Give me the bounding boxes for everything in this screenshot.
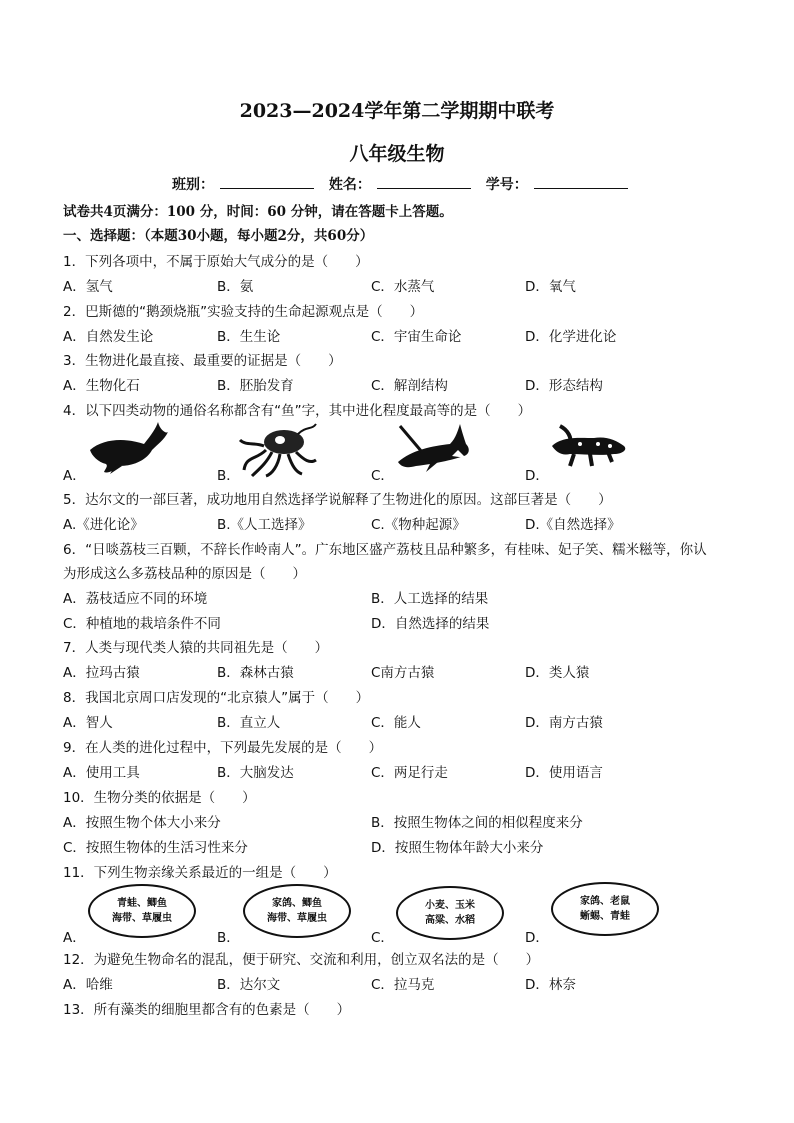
option-d: D．氧气 — [525, 279, 576, 295]
option-a: A．哈维 — [63, 977, 113, 993]
option-d: D．自然选择的结果 — [371, 616, 490, 632]
question-12: 12．为避免生物命名的混乱，便于研究、交流和利用，创立双名法的是（ ） — [63, 952, 540, 968]
group-oval-c: 小麦、玉米 高粱、水稻 — [396, 886, 504, 940]
option-b: B． — [217, 468, 240, 484]
question-6: 6．“日啖荔枝三百颗，不辞长作岭南人”。广东地区盛产荔枝且品种繁多，有桂味、妃子笑、糯米糍等，你认 — [63, 542, 707, 558]
option-d: D．按照生物体年龄大小来分 — [371, 840, 544, 856]
name-label: 姓名： — [328, 177, 371, 193]
option-c: C．按照生物体的生活习性来分 — [63, 840, 248, 856]
cuttlefish-image — [236, 420, 320, 478]
option-b: B．按照生物体之间的相似程度来分 — [371, 815, 583, 831]
id-blank[interactable] — [534, 174, 628, 189]
option-a: A．生物化石 — [63, 378, 140, 394]
option-a: A．使用工具 — [63, 765, 140, 781]
option-c: C南方古猿 — [371, 665, 435, 681]
option-b: B．生生论 — [217, 329, 281, 345]
option-b: B．氨 — [217, 279, 254, 295]
student-info — [172, 174, 638, 194]
question-1: 1．下列各项中，不属于原始大气成分的是（ ） — [63, 254, 369, 270]
option-b: B．森林古猿 — [217, 665, 294, 681]
option-c: C.《物种起源》 — [371, 517, 466, 533]
option-a: A． — [63, 930, 86, 946]
crocodile-image — [550, 420, 630, 470]
question-5: 5．达尔文的一部巨著，成功地用自然选择学说解释了生物进化的原因。这部巨著是（ ） — [63, 492, 612, 508]
class-label: 班别： — [172, 177, 214, 193]
option-b: B．大脑发达 — [217, 765, 294, 781]
option-a: A.《进化论》 — [63, 517, 144, 533]
option-a: A．拉玛古猿 — [63, 665, 140, 681]
option-c: C．宇宙生命论 — [371, 329, 462, 345]
option-d: D．化学进化论 — [525, 329, 617, 345]
option-c: C．两足行走 — [371, 765, 448, 781]
option-c: C．解剖结构 — [371, 378, 448, 394]
option-a: A． — [63, 468, 86, 484]
notice: 试卷共4页满分：100 分，时间：60 分钟，请在答题卡上答题。 — [63, 204, 453, 220]
exam-title: 2023—2024学年第二学期期中联考 — [239, 100, 555, 122]
option-d: D．林奈 — [525, 977, 576, 993]
option-d: D．类人猿 — [525, 665, 590, 681]
option-d: D．使用语言 — [525, 765, 603, 781]
id-label: 学号： — [485, 177, 528, 193]
option-d: D． — [525, 468, 549, 484]
option-a: A．自然发生论 — [63, 329, 154, 345]
option-c: C．拉马克 — [371, 977, 435, 993]
option-b: B．达尔文 — [217, 977, 281, 993]
question-3: 3．生物进化最直接、最重要的证据是（ ） — [63, 353, 342, 369]
question-13: 13．所有藻类的细胞里都含有的色素是（ ） — [63, 1002, 351, 1018]
option-d: D． — [525, 930, 549, 946]
section-heading: 一、选择题：（本题30小题，每小题2分，共60分） — [63, 228, 374, 244]
option-a: A．荔枝适应不同的环境 — [63, 591, 208, 607]
question-9: 9．在人类的进化过程中，下列最先发展的是（ ） — [63, 740, 383, 756]
question-7: 7．人类与现代类人猿的共同祖先是（ ） — [63, 640, 329, 656]
option-c: C．水蒸气 — [371, 279, 435, 295]
option-d: D．形态结构 — [525, 378, 603, 394]
subject-title: 八年级生物 — [349, 143, 445, 165]
question-8: 8．我国北京周口店发现的“北京猿人”属于（ ） — [63, 690, 370, 706]
class-blank[interactable] — [220, 174, 314, 189]
option-b: B．胚胎发育 — [217, 378, 294, 394]
option-a: A．智人 — [63, 715, 113, 731]
question-11: 11．下列生物亲缘关系最近的一组是（ ） — [63, 865, 337, 881]
option-c: C．种植地的栽培条件不同 — [63, 616, 221, 632]
option-b: B． — [217, 930, 240, 946]
option-b: B.《人工选择》 — [217, 517, 312, 533]
whale-image — [86, 420, 170, 476]
question-4: 4．以下四类动物的通俗名称都含有“鱼”字，其中进化程度最高等的是（ ） — [63, 403, 532, 419]
option-c: C． — [371, 468, 394, 484]
option-b: B．直立人 — [217, 715, 281, 731]
group-oval-a: 青蛙、鲫鱼 海带、草履虫 — [88, 884, 196, 938]
name-blank[interactable] — [377, 174, 471, 189]
option-d: D．南方古猿 — [525, 715, 603, 731]
option-a: A．按照生物个体大小来分 — [63, 815, 221, 831]
question-2: 2．巴斯德的“鹅颈烧瓶”实验支持的生命起源观点是（ ） — [63, 304, 424, 320]
shark-image — [392, 420, 472, 476]
question-6-cont: 为形成这么多荔枝品种的原因是（ ） — [63, 566, 306, 582]
group-oval-d: 家鸽、老鼠 蜥蜴、青蛙 — [551, 882, 659, 936]
option-d: D.《自然选择》 — [525, 517, 621, 533]
group-oval-b: 家鸽、鲫鱼 海带、草履虫 — [243, 884, 351, 938]
option-c: C． — [371, 930, 394, 946]
option-c: C．能人 — [371, 715, 421, 731]
question-10: 10．生物分类的依据是（ ） — [63, 790, 256, 806]
option-a: A．氢气 — [63, 279, 113, 295]
option-b: B．人工选择的结果 — [371, 591, 489, 607]
